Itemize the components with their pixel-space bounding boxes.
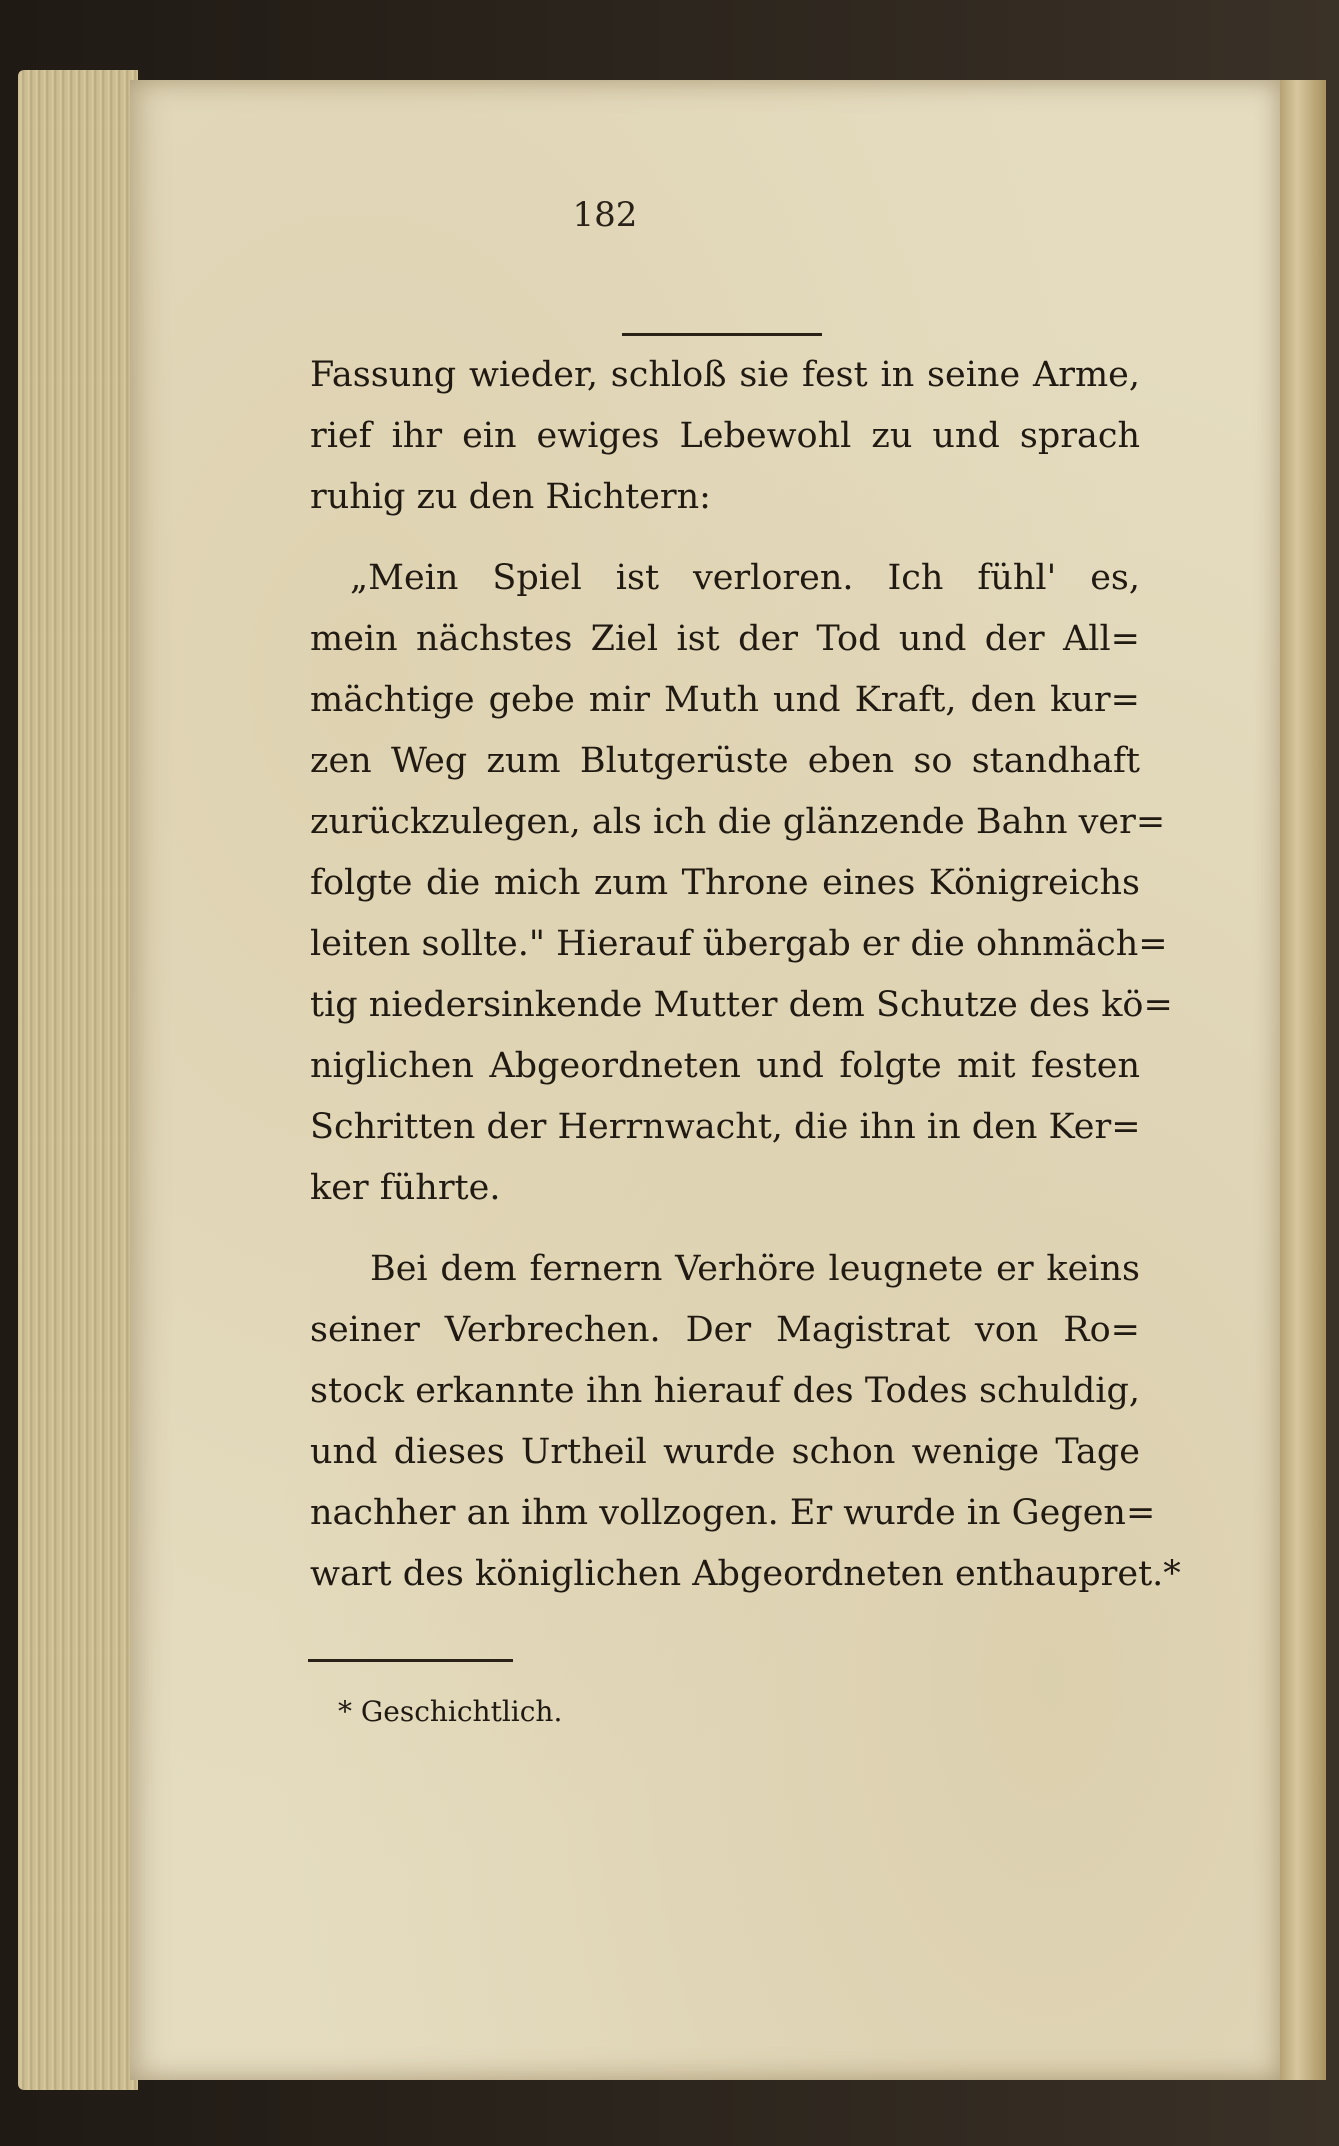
- text-line: tig niedersinkende Mutter dem Schutze des kö=: [310, 985, 1173, 1025]
- text-line: „Mein Spiel ist verloren. Ich fühl' es,: [350, 558, 1140, 598]
- text-line: Bei dem fernern Verhöre leugnete er keins: [370, 1249, 1140, 1289]
- text-line: nachher an ihm vollzogen. Er wurde in Gegen=: [310, 1493, 1156, 1533]
- text-line: zen Weg zum Blutgerüste eben so standhaft: [310, 741, 1140, 781]
- page-stack-edge: [18, 70, 138, 2090]
- footnote: * Geschichtlich.: [338, 1695, 563, 1728]
- text-line: Schritten der Herrnwacht, die ihn in den Ker=: [310, 1107, 1141, 1147]
- text-line: wart des königlichen Abgeordneten enthaupret.*: [310, 1554, 1181, 1594]
- page-number: 182: [572, 195, 638, 235]
- text-line: seiner Verbrechen. Der Magistrat von Ro=: [310, 1310, 1140, 1350]
- body-text: [310, 345, 1181, 1605]
- text-line: leiten sollte." Hierauf übergab er die ohnmäch=: [310, 924, 1168, 964]
- text-line: ker führte.: [310, 1168, 501, 1208]
- paragraph-gap: [310, 528, 1140, 548]
- text-line: mein nächstes Ziel ist der Tod und der All=: [310, 619, 1140, 659]
- right-page-edge: [1278, 80, 1326, 2080]
- text-line: und dieses Urtheil wurde schon wenige Tage: [310, 1432, 1140, 1472]
- text-line: folgte die mich zum Throne eines Königreichs: [310, 863, 1140, 903]
- header-rule: [622, 333, 822, 336]
- paragraph-gap: [310, 1219, 1140, 1239]
- text-line: Fassung wieder, schloß sie fest in seine Arme,: [310, 355, 1140, 395]
- text-line: ruhig zu den Richtern:: [310, 477, 711, 517]
- text-line: zurückzulegen, als ich die glänzende Bahn ver=: [310, 802, 1166, 842]
- text-line: mächtige gebe mir Muth und Kraft, den kur=: [310, 680, 1140, 720]
- text-line: niglichen Abgeordneten und folgte mit festen: [310, 1046, 1140, 1086]
- text-line: rief ihr ein ewiges Lebewohl zu und sprach: [310, 416, 1140, 456]
- text-line: stock erkannte ihn hierauf des Todes schuldig,: [310, 1371, 1140, 1411]
- footnote-rule: [308, 1659, 513, 1662]
